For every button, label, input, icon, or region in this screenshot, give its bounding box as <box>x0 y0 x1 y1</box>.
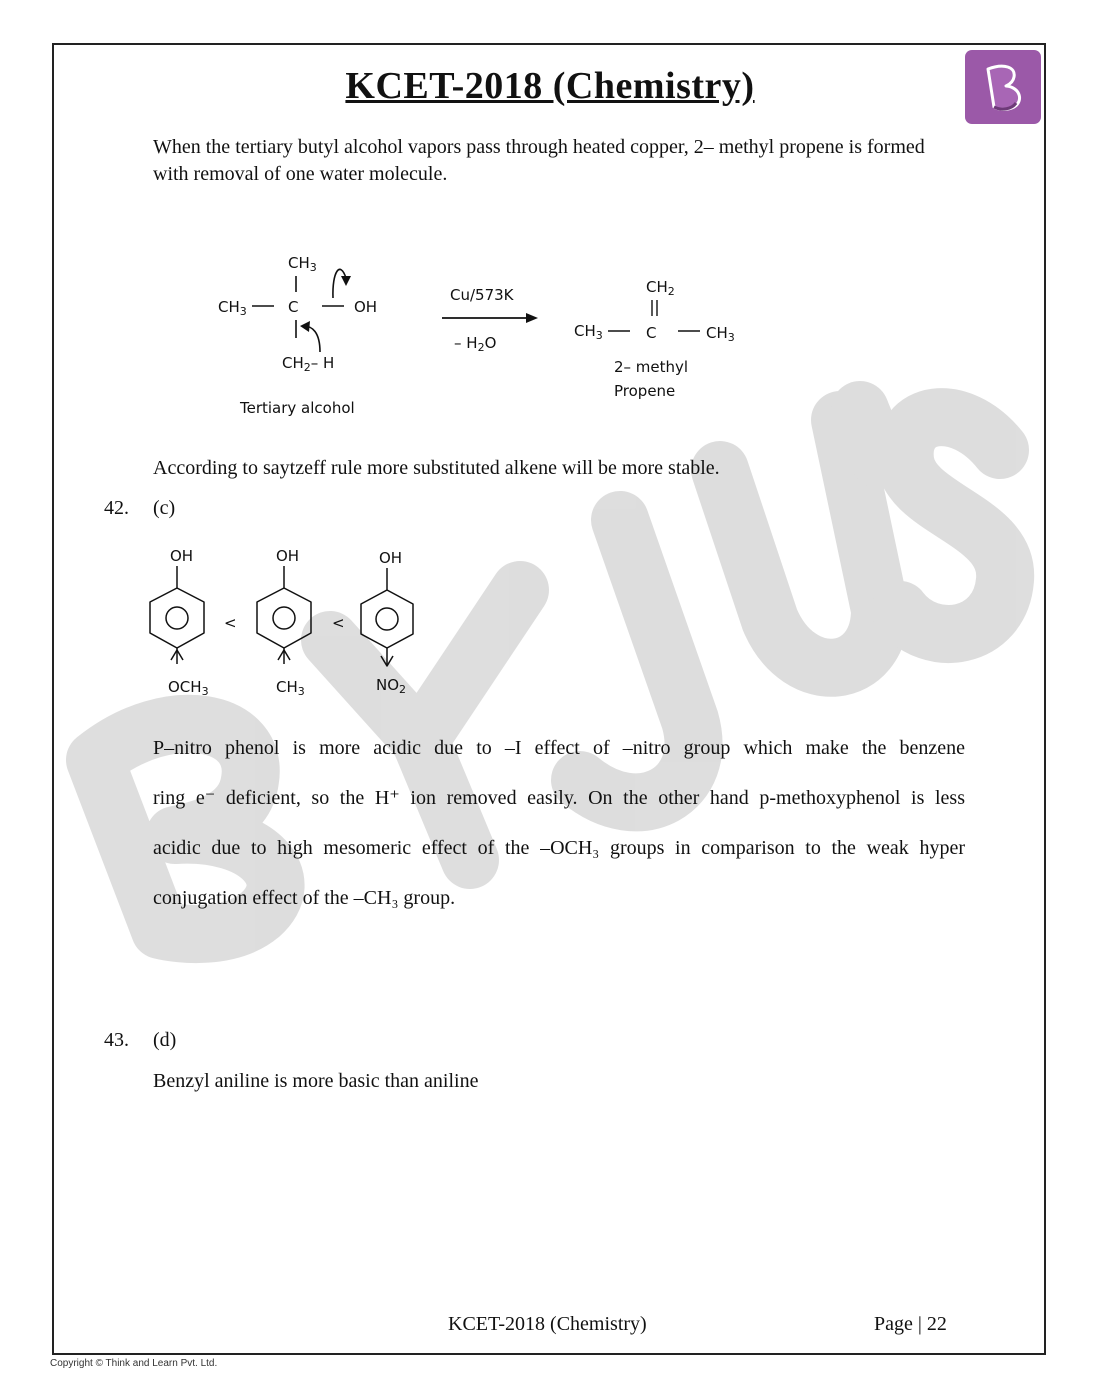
phenol-acidity-diagram <box>130 540 430 700</box>
byjus-logo <box>964 49 1042 125</box>
svg-text:OCH3: $OCH_3$ <box>168 678 209 698</box>
reactant-label: Tertiary alcohol <box>240 399 355 417</box>
explanation-line-1: P–nitro phenol is more acidic due to –I effect of –nitro group which make the benzene <box>153 737 965 759</box>
intro-paragraph: When the tertiary butyl alcohol vapors pass through heated copper, 2– methyl propene is formed with removal of one water molecule. <box>153 136 925 185</box>
reactant-top-group: $CH_3$ <box>288 254 317 274</box>
question-42-answer: (c) <box>153 497 176 519</box>
page-number: Page | 22 <box>874 1313 947 1335</box>
p-nitrophenol-structure <box>361 549 413 696</box>
product-label-line1: 2– methyl <box>614 358 689 376</box>
svg-text:OH: OH <box>379 549 403 567</box>
svg-text:OH: OH <box>276 547 300 565</box>
p-cresol-structure <box>257 547 311 698</box>
explanation-line-2: ring e⁻ deficient, so the H⁺ ion removed easily. On the other hand p-methoxyphenol is less <box>153 787 965 809</box>
question-42-number: 42. <box>104 497 129 519</box>
condition-bottom: – $H_2O$ <box>454 334 497 354</box>
question-43-explanation: Benzyl aniline is more basic than aniline <box>153 1070 479 1092</box>
svg-text:<: < <box>332 614 345 632</box>
copyright-notice: Copyright © Think and Learn Pvt. Ltd. <box>50 1358 218 1369</box>
p-methoxyphenol-structure <box>150 547 209 698</box>
reactant-left-group: $CH_3$ <box>218 298 247 318</box>
explanation-line-3: acidic due to high mesomeric effect of the –OCH₃ groups in comparison to the weak hyper <box>153 837 965 859</box>
svg-text:<: < <box>224 614 237 632</box>
footer-title: KCET-2018 (Chemistry) <box>448 1313 647 1335</box>
svg-text:NO2: $NO_2$ <box>376 676 407 696</box>
product-label-line2: Propene <box>614 382 676 400</box>
reactant-right-group: OH <box>354 298 378 316</box>
condition-top: Cu/573K <box>450 286 514 304</box>
product-top-group: $CH_2$ <box>646 278 675 298</box>
svg-text:OH: OH <box>170 547 194 565</box>
reaction-diagram <box>200 240 760 430</box>
explanation-line-4: conjugation effect of the –CH₃ group. <box>153 887 456 909</box>
reactant-center-carbon: C <box>288 298 299 316</box>
product-center-carbon: C <box>646 324 657 342</box>
reactant-bottom-group: $CH_2-$ H <box>282 354 335 374</box>
question-43-answer: (d) <box>153 1029 177 1051</box>
saytzeff-rule-text: According to saytzeff rule more substituted alkene will be more stable. <box>153 457 720 479</box>
product-right-group: $CH_3$ <box>706 324 735 344</box>
svg-text:CH3: $CH_3$ <box>276 678 305 698</box>
page-title: KCET-2018 (Chemistry) <box>345 65 755 107</box>
product-left-group: $CH_3$ <box>574 322 603 342</box>
question-43-number: 43. <box>104 1029 129 1051</box>
